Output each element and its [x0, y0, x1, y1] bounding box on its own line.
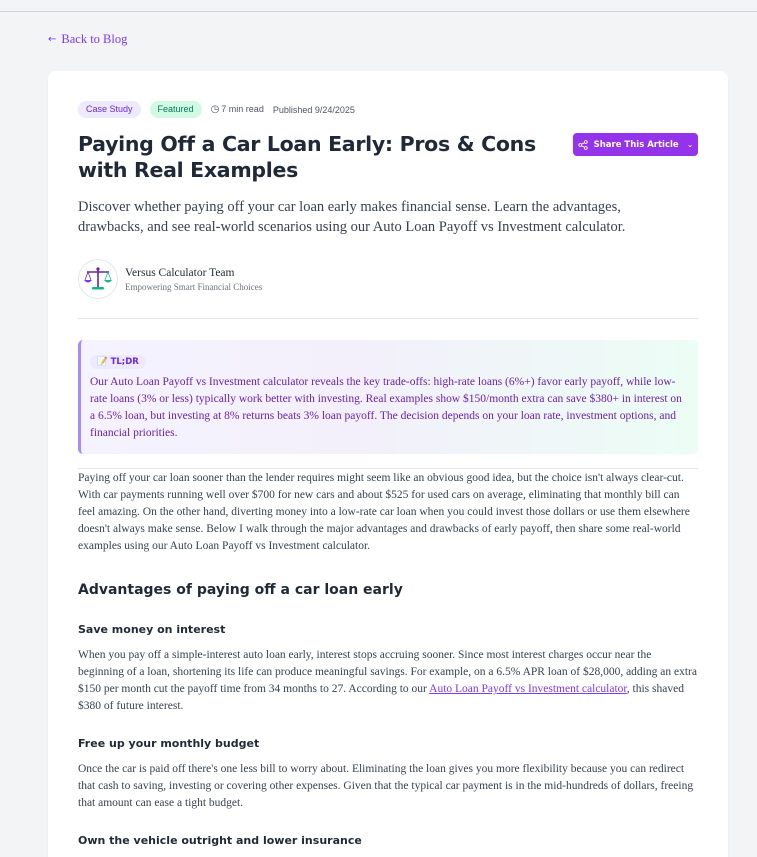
clock-icon: ◷	[210, 104, 220, 115]
arrow-left-icon: ←	[48, 34, 57, 45]
article-card	[48, 71, 728, 857]
author-name: Versus Calculator Team	[125, 266, 235, 279]
back-label: Back to Blog	[61, 32, 128, 46]
tldr-box	[78, 340, 698, 454]
save-interest-paragraph: When you pay off a simple-interest auto loan early, interest stops accruing sooner. Since most interest charges occur near the beginning of a loan, shortening its life can produce meaningful savings. For example, on a 6.5% APR loan of $28,000, adding an extra $150 per month cut the payoff time from 34 months to 27. According to our Auto Loan Payoff vs Investment calculator, this shaved $380 of future interest.	[78, 649, 697, 712]
author-avatar	[78, 259, 118, 299]
content-divider	[78, 468, 698, 469]
author-block	[78, 259, 698, 299]
chevron-down-icon: ⌄	[686, 140, 694, 149]
share-label: Share This Article	[593, 139, 679, 150]
article-subtitle: Discover whether paying off your car loan early makes financial sense. Learn the advantages, drawbacks, and see real-world scenarios using our Auto Loan Payoff vs Investment calculator.	[78, 199, 626, 235]
featured-badge: Featured	[150, 101, 202, 118]
free-budget-paragraph: Once the car is paid off there's one less bill to worry about. Eliminating the loan gives you more flexibility because you can redirect that cash to saving, investing or covering other expenses. Given that the typical car payment is in the mid-hundreds of dollars, freeing that amount can ease a tight budget.	[78, 763, 694, 809]
intro-paragraph: Paying off your car loan sooner than the lender requires might seem like an obvious good idea, but the choice isn't always clear-cut. With car payments running well over $700 for new cars and about $525 for used cars on average, eliminating that monthly bill can feel amazing. On the other hand, diverting money into a low-rate car loan when you could invest those dollars or use them elsewhere doesn't always make sense. Below I walk through the major advantages and drawbacks of early payoff, then share some real-world examples using our Auto Loan Payoff vs Investment calculator.	[78, 472, 690, 552]
scales-logo	[83, 266, 113, 292]
share-icon	[578, 140, 588, 150]
section-divider	[78, 318, 698, 319]
back-to-blog-link[interactable]	[48, 32, 127, 47]
article-meta	[78, 101, 698, 118]
case-study-badge[interactable]: Case Study	[78, 101, 141, 118]
advantages-heading: Advantages of paying off a car loan early	[78, 582, 403, 598]
tldr-badge: 📝 TL;DR	[90, 355, 146, 369]
published-date: Published 9/24/2025	[272, 104, 355, 115]
calculator-link[interactable]: Auto Loan Payoff vs Investment calculator	[429, 683, 627, 695]
author-tagline: Empowering Smart Financial Choices	[125, 281, 263, 292]
save-interest-heading: Save money on interest	[78, 623, 226, 636]
read-time: ◷ 7 min read	[210, 104, 264, 115]
own-vehicle-heading: Own the vehicle outright and lower insurance	[78, 834, 362, 847]
tldr-text: Our Auto Loan Payoff vs Investment calculator reveals the key trade-offs: high-rate loans (6%+) favor early payoff, while low-rate loans (3% or less) typically work better with investing. Real examples show $150/month extra can save $380+ in interest on a 6.5% loan, but investing at 8% returns beats 3% loan payoff. The decision depends on your loan rate, investment options, and financial priorities.	[90, 376, 682, 439]
free-budget-heading: Free up your monthly budget	[78, 737, 260, 750]
share-article-button[interactable]	[573, 133, 698, 156]
article-title: Paying Off a Car Loan Early: Pros & Cons with Real Examples	[78, 132, 536, 182]
memo-icon: 📝	[97, 357, 108, 367]
top-border	[0, 11, 757, 12]
